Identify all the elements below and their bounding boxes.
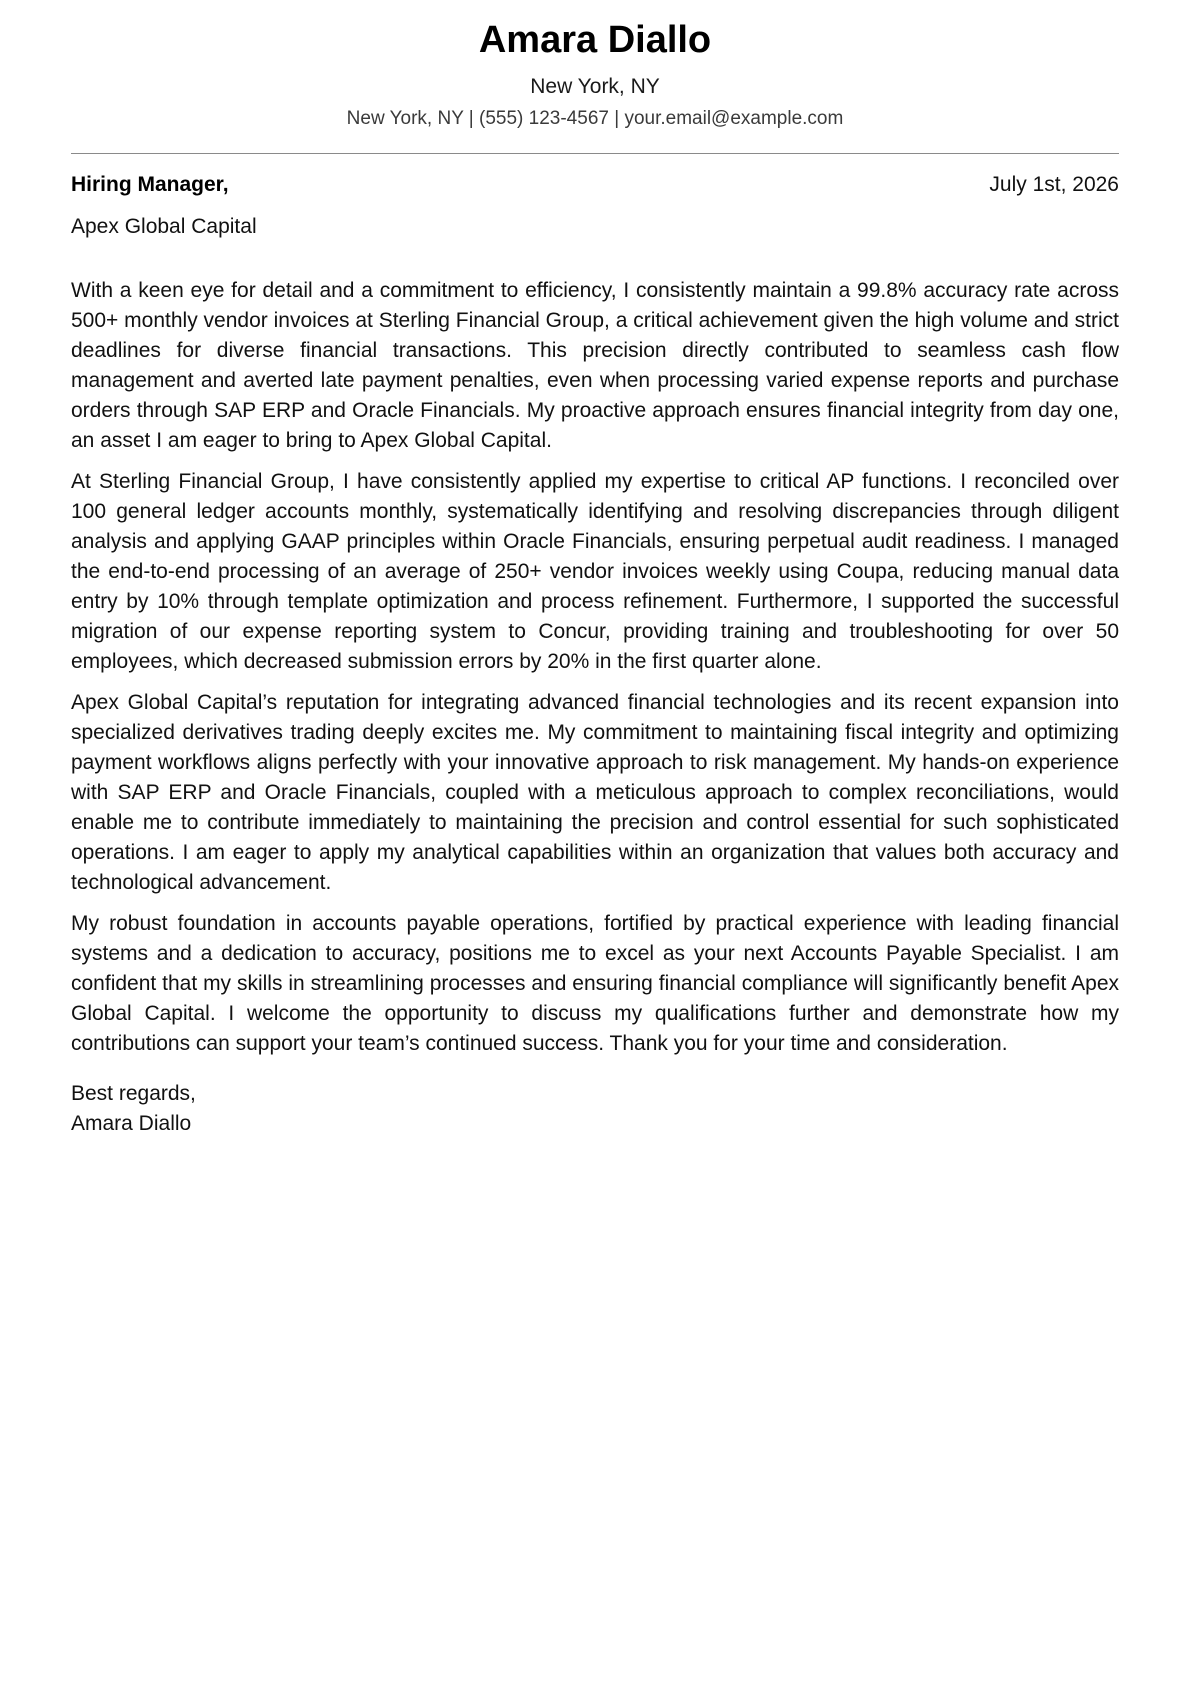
closing-phrase: Best regards, [71, 1082, 196, 1105]
applicant-name: Amara Diallo [478, 19, 712, 61]
letter-header [71, 0, 1119, 132]
header-divider [71, 153, 1119, 154]
recipient-company: Apex Global Capital [71, 215, 257, 238]
body-paragraph-4: My robust foundation in accounts payable operations, fortified by practical experience with leading financial systems and a dedication to accuracy, positions me to excel as your next Accounts Payable Specialist. I am confident that my skills in streamlining processes and ensuring financial compliance will significantly benefit Apex Global Capital. I welcome the opportunity to discuss my qualifications further and demonstrate how my contributions can support your team’s continued success. Thank you for your time and consideration. [71, 912, 1119, 1055]
letter-body [71, 276, 1119, 1059]
applicant-location: New York, NY [530, 75, 660, 98]
letter-closing [71, 1079, 1119, 1139]
letter-date: July 1st, 2026 [989, 173, 1119, 196]
body-paragraph-3: Apex Global Capital’s reputation for integrating advanced financial technologies and its recent expansion into specialized derivatives trading deeply excites me. My commitment to maintaining fiscal integrity and optimizing payment workflows aligns perfectly with your innovative approach to risk management. My hands-on experience with SAP ERP and Oracle Financials, coupled with a meticulous approach to complex reconciliations, would enable me to contribute immediately to maintaining the precision and control essential for such sophisticated operations. I am eager to apply my analytical capabilities within an organization that values both accuracy and technological advancement. [71, 691, 1119, 894]
recipient-salutation: Hiring Manager, [71, 173, 229, 196]
recipient-date-row [71, 170, 1119, 200]
contact-line: New York, NY | (555) 123-4567 | your.email@example.com [346, 108, 844, 129]
signature-name: Amara Diallo [71, 1112, 192, 1135]
body-paragraph-2: At Sterling Financial Group, I have consistently applied my expertise to critical AP functions. I reconciled over 100 general ledger accounts monthly, systematically identifying and resolving discrepancies through diligent analysis and applying GAAP principles within Oracle Financials, ensuring perpetual audit readiness. I managed the end-to-end processing of an average of 250+ vendor invoices weekly using Coupa, reducing manual data entry by 10% through template optimization and process refinement. Furthermore, I supported the successful migration of our expense reporting system to Concur, providing training and troubleshooting for over 50 employees, which decreased submission errors by 20% in the first quarter alone. [71, 470, 1119, 673]
body-paragraph-1: With a keen eye for detail and a commitment to efficiency, I consistently maintain a 99.8% accuracy rate across 500+ monthly vendor invoices at Sterling Financial Group, a critical achievement given the high volume and strict deadlines for diverse financial transactions. This precision directly contributed to seamless cash flow management and averted late payment penalties, even when processing varied expense reports and purchase orders through SAP ERP and Oracle Financials. My proactive approach ensures financial integrity from day one, an asset I am eager to bring to Apex Global Capital. [71, 279, 1119, 452]
